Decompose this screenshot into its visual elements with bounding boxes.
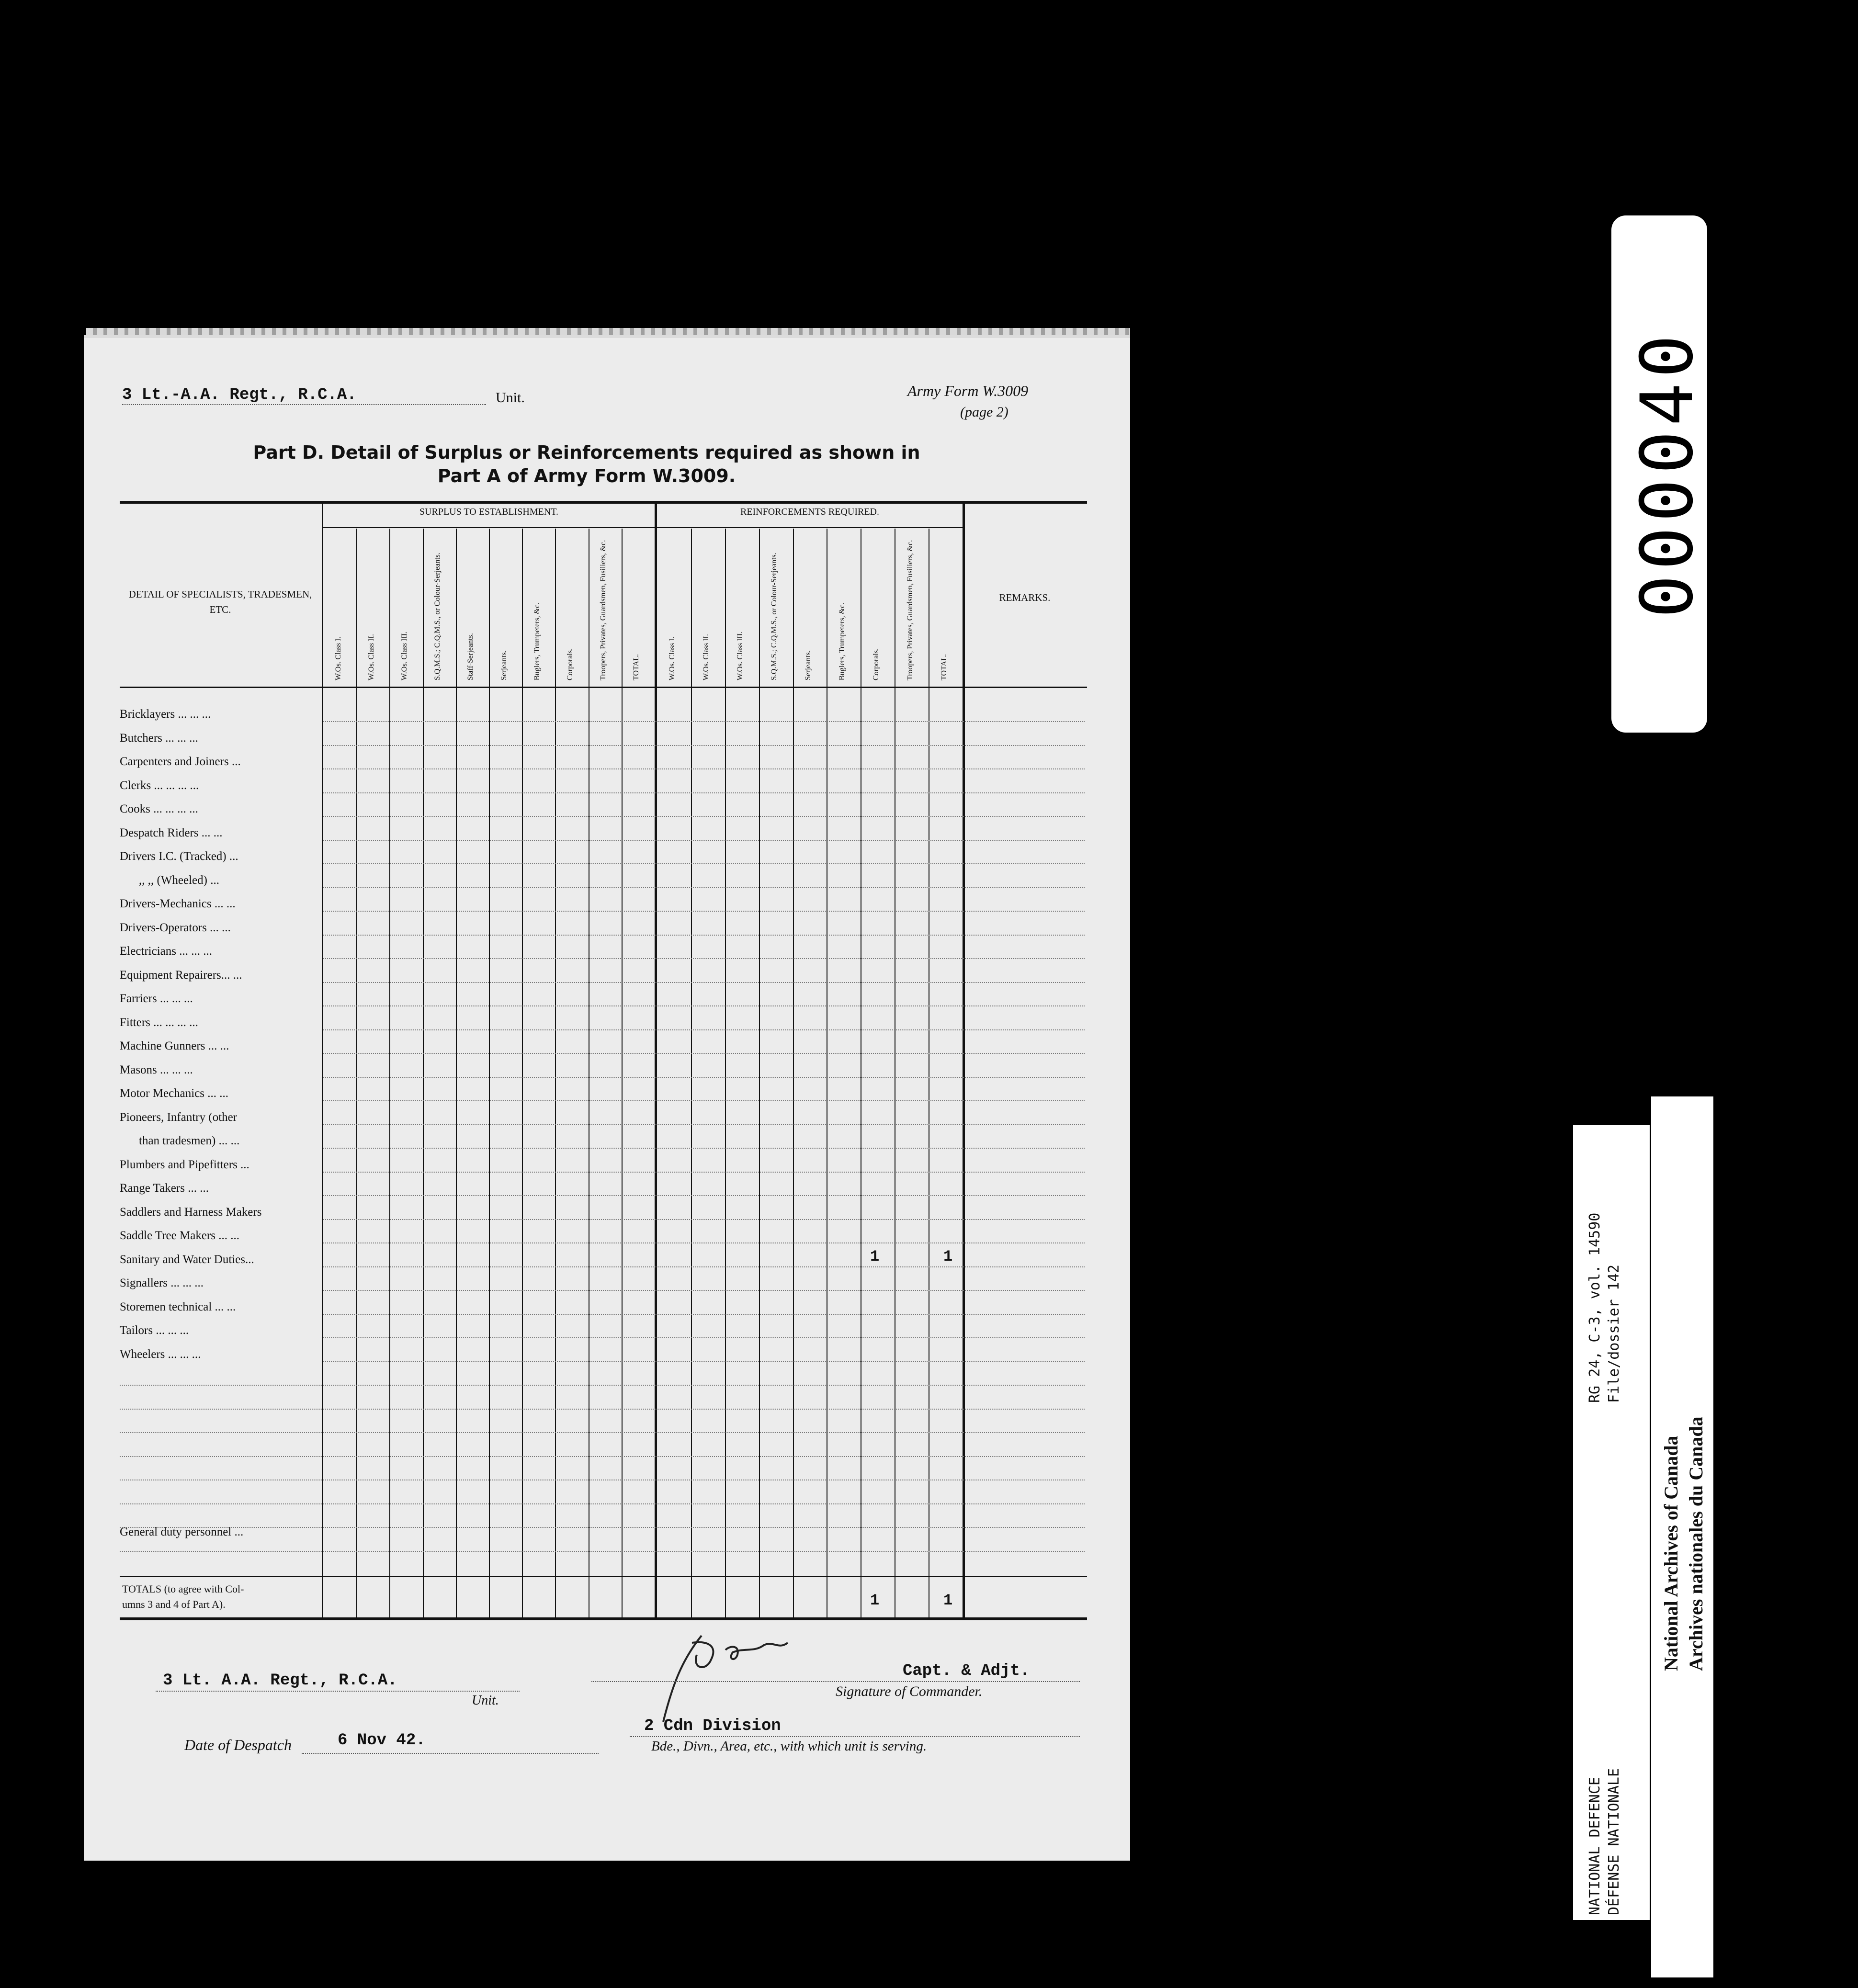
surplus-column-header: Serjeants. <box>499 650 508 680</box>
archive-ref-line2: File/dossier 142 <box>1606 1265 1622 1403</box>
surplus-column-header: Troopers, Privates, Guardsmen, Fusiliers, &c. <box>599 540 608 680</box>
table-row-label: Storemen technical ... ... <box>120 1300 236 1313</box>
reinforcement-column-header: TOTAL. <box>940 654 948 680</box>
surplus-column-rule <box>456 529 457 1618</box>
form-title-line2: Part A of Army Form W.3009. <box>437 465 736 487</box>
reinforcement-column-header: Serjeants. <box>804 650 812 680</box>
table-row-label: Cooks ... ... ... ... <box>120 802 198 815</box>
table-row-label: Motor Mechanics ... ... <box>120 1087 229 1100</box>
national-archives-stamp <box>1651 1096 1713 1977</box>
table-row-rule <box>323 1266 1085 1267</box>
table-row-rule <box>120 1456 1085 1457</box>
table-row-label: Sanitary and Water Duties... <box>120 1253 254 1266</box>
table-row-label: Fitters ... ... ... ... <box>120 1016 198 1029</box>
reinforcement-column-header: Corporals. <box>872 648 880 680</box>
remarks-header: REMARKS. <box>999 592 1051 603</box>
table-row-rule <box>323 1314 1085 1315</box>
surplus-column-header: W.Os. Class I. <box>334 636 342 680</box>
table-row-label: Signallers ... ... ... <box>120 1276 204 1289</box>
table-row-label: Saddle Tree Makers ... ... <box>120 1229 239 1242</box>
frame-number: 000040 <box>1626 330 1709 618</box>
table-row-rule <box>323 1124 1085 1125</box>
table-row-label: Drivers I.C. (Tracked) ... <box>120 850 238 863</box>
nac-line2: Archives nationales du Canada <box>1685 1416 1707 1671</box>
surplus-column-rule <box>489 529 490 1618</box>
table-row-rule <box>323 1195 1085 1196</box>
totals-corporals-value: 1 <box>870 1592 880 1609</box>
table-row-rule <box>323 911 1085 912</box>
surplus-column-rule <box>522 529 523 1618</box>
table-row-label: Clerks ... ... ... ... <box>120 779 199 792</box>
table-row-rule <box>323 745 1085 746</box>
surplus-column-rule <box>423 529 424 1618</box>
table-row-label: than tradesmen) ... ... <box>139 1134 240 1147</box>
table-row-label: Despatch Riders ... ... <box>120 826 223 839</box>
surplus-column-header: S.Q.M.S.; C.Q.M.S., or Colour-Serjeants. <box>433 553 442 680</box>
table-row-rule <box>323 1290 1085 1291</box>
detail-column-header: DETAIL OF SPECIALISTS, TRADESMEN, ETC. <box>128 588 312 615</box>
footer-unit-label: Unit. <box>472 1693 499 1708</box>
unit-name: 3 Lt.-A.A. Regt., R.C.A. <box>122 386 357 404</box>
surplus-column-header: TOTAL. <box>632 654 641 680</box>
reinforcement-column-header: W.Os. Class III. <box>736 631 745 680</box>
table-row-rule <box>323 1100 1085 1101</box>
table-row-label: Range Takers ... ... <box>120 1182 209 1195</box>
table-row-rule <box>323 1337 1085 1338</box>
despatch-label: Date of Despatch <box>184 1736 292 1753</box>
totals-label-2: umns 3 and 4 of Part A). <box>122 1598 226 1610</box>
despatch-date: 6 Nov 42. <box>338 1731 426 1750</box>
table-row-rule <box>323 935 1085 936</box>
footer-unit-underline <box>156 1691 520 1692</box>
table-row-rule <box>120 1503 1085 1504</box>
table-row-label: Machine Gunners ... ... <box>120 1039 229 1052</box>
table-row-label: Masons ... ... ... <box>120 1063 193 1076</box>
table-row-rule <box>323 1148 1085 1149</box>
table-row-rule <box>323 721 1085 722</box>
table-row-rule <box>323 982 1085 983</box>
army-form-page <box>84 335 1130 1861</box>
surplus-column-rule <box>389 529 390 1618</box>
surplus-column-header: W.Os. Class II. <box>367 634 375 680</box>
table-row-label: Butchers ... ... ... <box>120 731 198 745</box>
formation-label: Bde., Divn., Area, etc., with which unit is serving. <box>651 1739 927 1754</box>
surplus-column-header: Staff-Serjeants. <box>466 633 475 680</box>
table-row-label: ,, ,, (Wheeled) ... <box>139 873 219 887</box>
table-row-label: Pioneers, Infantry (other <box>120 1110 238 1124</box>
table-row-rule <box>120 1385 1085 1386</box>
reinforcement-column-header: S.Q.M.S.; C.Q.M.S., or Colour-Serjeants. <box>770 553 779 680</box>
surplus-column-rule <box>356 529 357 1618</box>
table-row-rule <box>323 887 1085 888</box>
unit-underline <box>122 404 486 405</box>
table-row-rule <box>120 1409 1085 1410</box>
table-row-label: Carpenters and Joiners ... <box>120 755 241 768</box>
reinforcement-column-header: W.Os. Class II. <box>702 634 711 680</box>
table-row-rule <box>323 1219 1085 1220</box>
surplus-column-rule <box>555 529 556 1618</box>
table-row-label: Electricians ... ... ... <box>120 945 212 958</box>
reinforcement-column-header: Buglers, Trumpeters, &c. <box>838 602 846 680</box>
table-row-label: Farriers ... ... ... <box>120 992 193 1005</box>
table-row-rule <box>323 1053 1085 1054</box>
totals-label-1: TOTALS (to agree with Col- <box>122 1583 244 1595</box>
general-duty-row: General duty personnel ... <box>120 1525 244 1538</box>
despatch-underline <box>302 1753 599 1754</box>
national-defence-line2: DÉFENSE NATIONALE <box>1606 1768 1622 1915</box>
table-row-rule <box>323 816 1085 817</box>
page-note: (page 2) <box>960 404 1008 420</box>
formation-underline <box>630 1736 1080 1737</box>
reinforcement-column-header: W.Os. Class I. <box>668 636 677 680</box>
nac-line1: National Archives of Canada <box>1660 1435 1682 1671</box>
table-row-label: Saddlers and Harness Makers <box>120 1205 262 1219</box>
reinforcement-column-rule <box>725 529 726 1618</box>
reinforcement-column-header: Troopers, Privates, Guardsmen, Fusiliers, &c. <box>906 540 914 680</box>
table-row-label: Wheelers ... ... ... <box>120 1347 201 1361</box>
table-row-label: Equipment Repairers... ... <box>120 968 242 982</box>
archive-reference-stamp <box>1573 1125 1650 1920</box>
reinforcements-header: REINFORCEMENTS REQUIRED. <box>740 507 879 517</box>
table-row-rule <box>323 840 1085 841</box>
archive-ref-line1: RG 24, C-3, vol. 14590 <box>1586 1212 1603 1403</box>
surplus-column-header: Corporals. <box>566 648 574 680</box>
table-row-rule <box>323 768 1085 769</box>
surplus-header: SURPLUS TO ESTABLISHMENT. <box>419 507 559 517</box>
table-row-rule <box>120 1527 1085 1528</box>
sanitary-corporals-value: 1 <box>870 1248 880 1265</box>
table-row-rule <box>323 1077 1085 1078</box>
totals-total-value: 1 <box>943 1592 953 1609</box>
table-row-rule <box>120 1432 1085 1433</box>
commander-rank: Capt. & Adjt. <box>903 1662 1030 1680</box>
footer-unit-name: 3 Lt. A.A. Regt., R.C.A. <box>163 1672 397 1690</box>
table-row-rule <box>323 792 1085 793</box>
form-title-line1: Part D. Detail of Surplus or Reinforcements required as shown in <box>253 442 920 463</box>
unit-label: Unit. <box>496 390 525 406</box>
formation-value: 2 Cdn Division <box>644 1717 781 1735</box>
table-row-rule <box>323 1029 1085 1030</box>
signature-label: Signature of Commander. <box>836 1683 983 1699</box>
form-title <box>180 441 994 488</box>
national-defence-line1: NATIONAL DEFENCE <box>1586 1777 1603 1915</box>
sanitary-total-value: 1 <box>943 1248 953 1265</box>
table-row-label: Drivers-Operators ... ... <box>120 921 231 934</box>
surplus-column-rule <box>622 529 623 1618</box>
table-row-rule <box>323 958 1085 959</box>
table-row-label: Plumbers and Pipefitters ... <box>120 1158 249 1171</box>
surplus-column-header: Buglers, Trumpeters, &c. <box>532 602 541 680</box>
table-row-label: Drivers-Mechanics ... ... <box>120 897 236 910</box>
table-row-label: Bricklayers ... ... ... <box>120 708 211 721</box>
table-row-rule <box>323 1005 1085 1006</box>
reinforcement-column-rule <box>793 529 794 1618</box>
reinforcement-column-rule <box>691 529 692 1618</box>
reinforcement-column-rule <box>759 529 760 1618</box>
table-row-rule <box>323 1242 1085 1243</box>
table-row-label: Tailors ... ... ... <box>120 1324 189 1337</box>
form-number: Army Form W.3009 <box>907 382 1029 399</box>
surplus-column-header: W.Os. Class III. <box>400 631 408 680</box>
table-row-rule <box>323 863 1085 864</box>
table-row-rule <box>323 1361 1085 1362</box>
table-row-rule <box>323 1172 1085 1173</box>
table-row-rule <box>120 1551 1085 1552</box>
signature-underline <box>591 1681 1080 1682</box>
commander-signature <box>634 1626 840 1727</box>
